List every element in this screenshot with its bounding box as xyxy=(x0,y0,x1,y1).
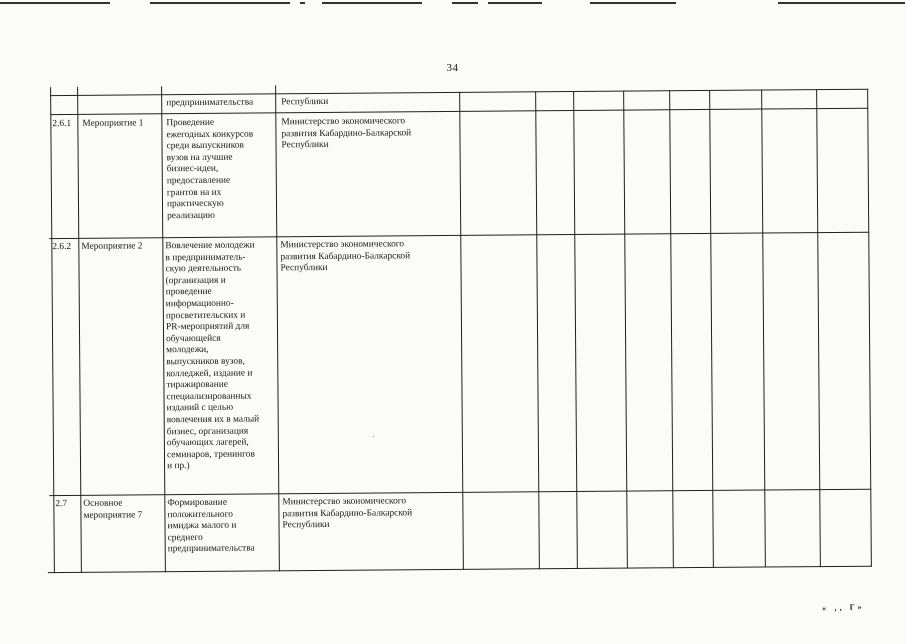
row-code: 2.7 xyxy=(55,499,68,510)
table-rule xyxy=(867,89,872,567)
row-name: Мероприятие 1 xyxy=(82,118,144,129)
table-rule xyxy=(816,89,821,567)
row-responsible: Министерство экономического развития Кабардино-Балкарской Республики xyxy=(280,239,411,274)
table-rule xyxy=(573,91,578,569)
table-rule xyxy=(761,90,766,568)
row-description: Вовлечение молодежи в предприниматель- скую деятельность (организация и проведение информационно- просветительских и PR-мероприятий для обучающейся молодежи, выпускников вузов, колледжей, издание и тиражирование специализированных изданий с целью вовлечения их в малый бизнес, организация обучающих лагерей, семинаров, тренингов и пр.) xyxy=(165,240,260,472)
row-name: Основное мероприятие 7 xyxy=(83,498,143,521)
row-description: Проведение ежегодных конкурсов среди выпускников вузов на лучшие бизнес-идеи, предоставление грантов на их практическую реализацию xyxy=(166,117,254,221)
footer-mark: « ‚, Г» xyxy=(821,602,865,613)
table-rule xyxy=(623,91,628,569)
table-rule xyxy=(50,87,55,573)
page-number: 34 xyxy=(446,62,459,74)
header-executor-tail: предпринимательства xyxy=(166,97,254,109)
table-rule xyxy=(459,92,464,570)
table-rule xyxy=(535,91,540,569)
header-org-tail: Республики xyxy=(281,96,329,108)
table-rule xyxy=(48,566,872,573)
scan-speck xyxy=(373,436,374,437)
table-rule xyxy=(77,87,82,573)
row-responsible: Министерство экономического развития Кабардино-Балкарской Республики xyxy=(282,496,413,531)
row-name: Мероприятие 2 xyxy=(81,241,143,252)
row-responsible: Министерство экономического развития Кабардино-Балкарской Республики xyxy=(281,116,412,151)
row-code: 2.6.2 xyxy=(52,241,72,253)
table-rule xyxy=(275,85,280,571)
row-code: 2.6.1 xyxy=(52,118,72,130)
table-rule xyxy=(49,489,871,496)
table-rule xyxy=(669,90,674,568)
table-rule xyxy=(709,90,714,568)
row-description: Формирование положительного имиджа малого и среднего предпринимательства xyxy=(167,497,255,555)
